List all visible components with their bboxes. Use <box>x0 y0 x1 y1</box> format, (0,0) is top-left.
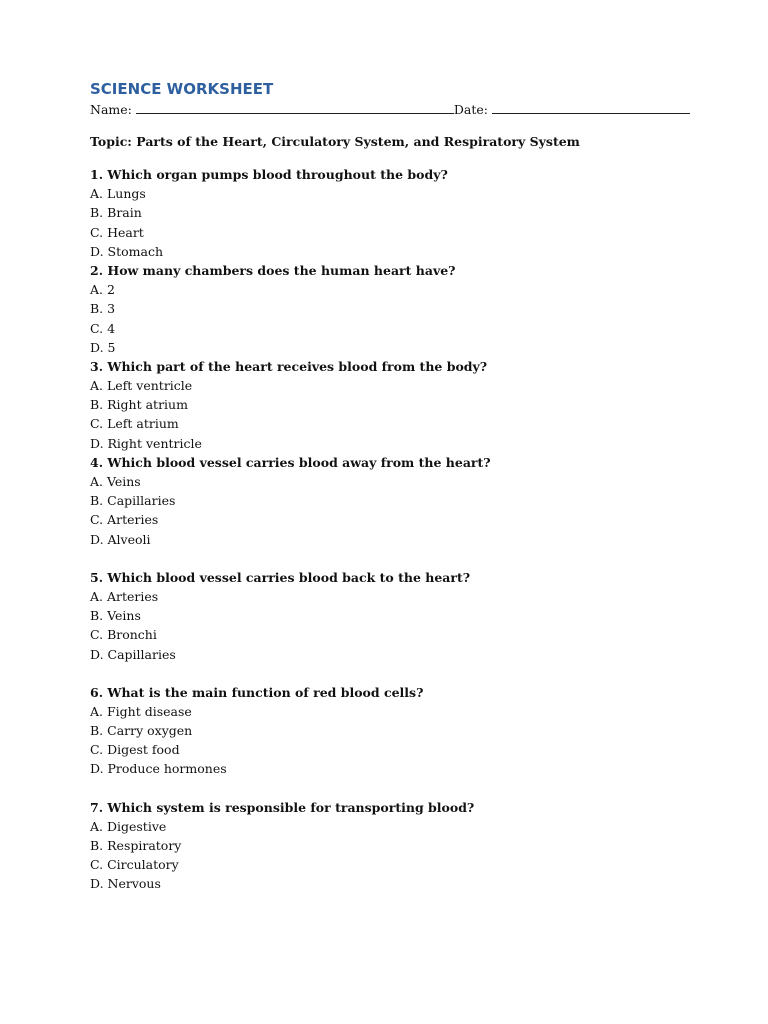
answer-option: B. Brain <box>90 205 142 221</box>
name-label: Name: <box>90 102 132 117</box>
question-7 <box>90 798 680 894</box>
answer-option: B. Respiratory <box>90 838 182 853</box>
answer-option: C. Heart <box>90 224 144 240</box>
question-3 <box>90 357 680 453</box>
answer-option: A. Arteries <box>90 588 159 604</box>
worksheet-page <box>90 78 680 894</box>
answer-option: D. Stomach <box>90 243 163 259</box>
question-text: 7. Which system is responsible for transporting blood? <box>90 799 475 815</box>
answer-option: A. Lungs <box>90 186 146 202</box>
answer-option: A. Veins <box>90 474 141 489</box>
topic-heading: Topic: Parts of the Heart, Circulatory System, and Respiratory System <box>90 134 580 149</box>
date-label: Date: <box>453 102 488 117</box>
question-4 <box>90 453 680 549</box>
question-text: 5. Which blood vessel carries blood back to the heart? <box>90 569 471 585</box>
answer-option: C. Digest food <box>90 742 180 758</box>
answer-option: A. 2 <box>90 282 115 298</box>
date-blank-line[interactable] <box>492 101 690 114</box>
answer-option: B. Carry oxygen <box>90 723 193 739</box>
question-5 <box>90 568 680 664</box>
answer-option: C. Left atrium <box>90 416 179 432</box>
question-text: 1. Which organ pumps blood throughout the body? <box>90 167 448 182</box>
worksheet-title: SCIENCE WORKSHEET <box>90 80 274 98</box>
answer-option: C. 4 <box>90 320 116 336</box>
answer-option: C. Arteries <box>90 512 159 528</box>
question-6 <box>90 683 680 779</box>
answer-option: D. Right ventricle <box>90 435 202 451</box>
answer-option: A. Digestive <box>90 818 167 834</box>
answer-option: B. Veins <box>90 608 141 624</box>
answer-option: D. 5 <box>90 339 116 355</box>
question-list <box>90 165 680 894</box>
name-date-row <box>90 101 680 119</box>
question-text: 4. Which blood vessel carries blood away from the heart? <box>90 454 491 470</box>
answer-option: B. Capillaries <box>90 493 176 509</box>
answer-option: D. Alveoli <box>90 531 151 547</box>
answer-option: D. Nervous <box>90 876 161 892</box>
answer-option: A. Left ventricle <box>90 378 193 394</box>
question-text: 6. What is the main function of red blood cells? <box>90 684 424 700</box>
question-text: 3. Which part of the heart receives blood from the body? <box>90 358 488 374</box>
answer-option: C. Circulatory <box>90 857 179 873</box>
answer-option: B. 3 <box>90 301 116 317</box>
answer-option: B. Right atrium <box>90 397 188 413</box>
question-text: 2. How many chambers does the human heart have? <box>90 262 456 278</box>
name-blank-line[interactable] <box>136 101 454 114</box>
question-1 <box>90 165 680 261</box>
answer-option: A. Fight disease <box>90 703 192 719</box>
answer-option: D. Capillaries <box>90 646 176 662</box>
answer-option: D. Produce hormones <box>90 761 227 777</box>
answer-option: C. Bronchi <box>90 627 157 643</box>
question-2 <box>90 261 680 357</box>
